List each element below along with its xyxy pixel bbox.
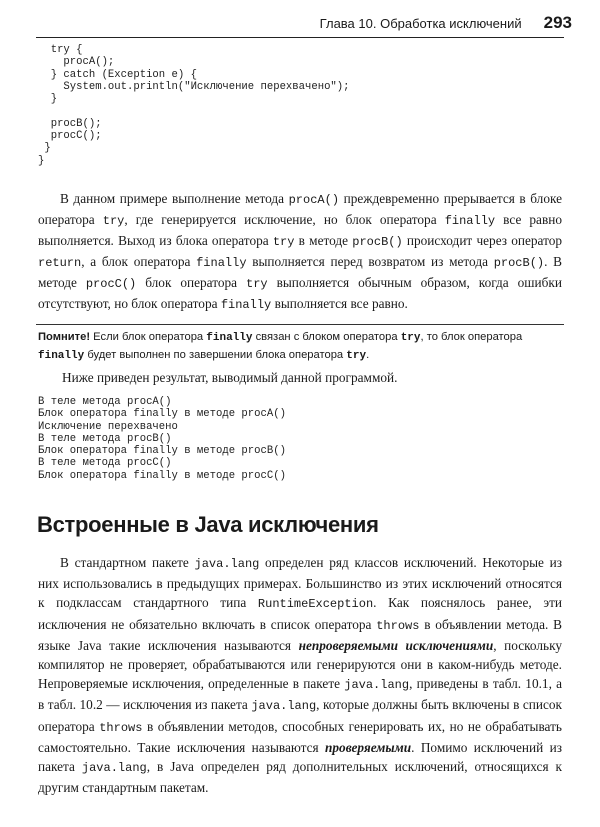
- paragraph-finally-explanation: В данном примере выполнение метода procA() преждевременно прерывается в блоке оператора try, где генерируется исключение, но блок оператора finally все равно выполняется. Выход из блока оператора try в методе procB() происходит через оператор return, а блок оператора finally выполняется перед возвратом из метода procB(). В методе procC() блок оператора try выполняется обычным образом, когда ошибки отсутствуют, но блок оператора finally выполняется все равно.: [38, 191, 563, 312]
- remember-note: Помните! Если блок оператора finally связан с блоком оператора try, то блок оператора finally будет выполнен по завершении блока оператора try.: [38, 331, 523, 362]
- note-label: Помните!: [38, 331, 91, 343]
- running-header: [320, 13, 572, 33]
- code-listing: try { procA(); } catch (Exception e) { System.out.println("Исключение перехвачено"); } procB(); procC(); } }: [38, 44, 350, 167]
- page-number: 293: [543, 13, 572, 32]
- paragraph-builtin-exceptions: В стандартном пакете java.lang определен ряд классов исключений. Некоторые из них использовались в предыдущих примерах. Большинство из этих исключений относятся к подклассам стандартного типа RuntimeException. Как пояснялось ранее, эти исключения не обязательно включать в список оператора throws в объявлении метода. В языке Java такие исключения называются непроверяемыми исключениями, поскольку компилятор не проверяет, обрабатываются или генерируются они в каком-нибудь методе. Непроверяемые исключения, определенные в пакете java.lang, приведены в табл. 10.1, а в табл. 10.2 — исключения из пакета java.lang, которые должны быть включены в список оператора throws в объявлении методов, способных генерировать их, но не обрабатывать самостоятельно. Такие исключения называются проверяемыми. Помимо исключений из пакета java.lang, в Java определен ряд дополнительных исключений, относящихся к другим стандартным пакетам.: [38, 555, 563, 796]
- program-output: В теле метода procA() Блок оператора finally в методе procA() Исключение перехвачено В теле метода procB() Блок оператора finally в методе procB() В теле метода procC() Блок оператора finally в методе procC(): [38, 396, 286, 482]
- output-intro: Ниже приведен результат, выводимый данной программой.: [62, 370, 398, 385]
- header-rule: [36, 37, 564, 38]
- section-heading: Встроенные в Java исключения: [37, 512, 379, 537]
- note-top-rule: [36, 324, 564, 325]
- chapter-title: Глава 10. Обработка исключений: [319, 16, 522, 31]
